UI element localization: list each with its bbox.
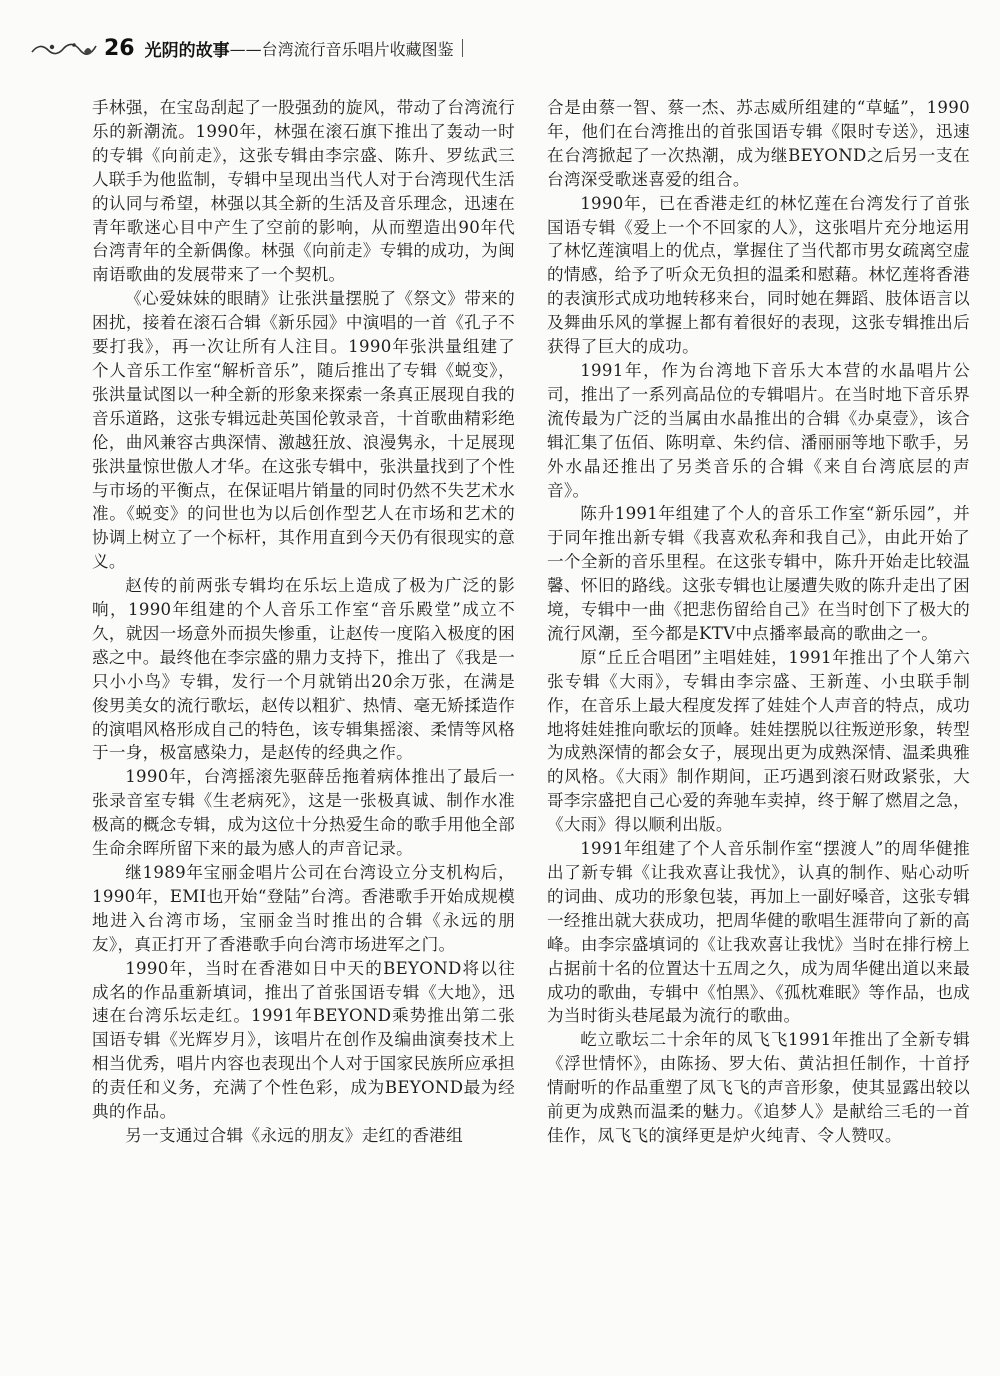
paragraph: 1990年，已在香港走红的林忆莲在台湾发行了首张国语专辑《爱上一个不回家的人》，这张唱片充分地运用了林忆莲演唱上的优点，掌握住了当代都市男女疏离空虚的情感，给予了听众无负担的温柔和慰藉。林忆莲将香港的表演形式成功地转移来台，同时她在舞蹈、肢体语言以及舞曲乐风的掌握上都有着很好的表现，这张专辑推出后获得了巨大的成功。 (547, 193, 970, 357)
paragraph: 继1989年宝丽金唱片公司在台湾设立分支机构后，1990年，EMI也开始“登陆”台湾。香港歌手开始成规模地进入台湾市场，宝丽金当时推出的合辑《永远的朋友》，真正打开了香港歌手向台湾市场进军之门。 (92, 863, 515, 954)
paragraph: 陈升1991年组建了个人的音乐工作室“新乐园”，并于同年推出新专辑《我喜欢私奔和我自己》，由此开始了一个全新的音乐里程。在这张专辑中，陈升开始走比较温馨、怀旧的路线。这张专辑也让屡遭失败的陈升走出了困境，专辑中一曲《把悲伤留给自己》在当时创下了极大的流行风潮，至今都是KTV中点播率最高的歌曲之一。 (547, 504, 970, 643)
right-column (547, 96, 970, 1148)
page-number: 26 (104, 35, 135, 61)
paragraph: 赵传的前两张专辑均在乐坛上造成了极为广泛的影响，1990年组建的个人音乐工作室“音乐殿堂”成立不久，就因一场意外而损失惨重，让赵传一度陷入极度的困惑之中。最终他在李宗盛的鼎力支持下，推出了《我是一只小小鸟》专辑，发行一个月就销出20余万张，在满是俊男美女的流行歌坛，赵传以粗犷、热情、毫无矫揉造作的演唱风格形成自己的特色，该专辑集摇滚、柔情等风格于一身，极富感染力，是赵传的经典之作。 (92, 576, 515, 763)
article-body (92, 96, 970, 1148)
paragraph: 1990年，台湾摇滚先驱薛岳拖着病体推出了最后一张录音室专辑《生老病死》，这是一张极真诚、制作水准极高的概念专辑，成为这位十分热爱生命的歌手用他全部生命余晖所留下来的最为感人的声音记录。 (92, 767, 515, 859)
page-header (30, 30, 970, 66)
paragraph: 原“丘丘合唱团”主唱娃娃，1991年推出了个人第六张专辑《大雨》，专辑由李宗盛、王新莲、小虫联手制作，在音乐上最大程度发挥了娃娃个人声音的特点，成功地将娃娃推向歌坛的顶峰。娃娃摆脱以往叛逆形象，转型为成熟深情的都会女子，展现出更为成熟深情、温柔典雅的风格。《大雨》制作期间，正巧遇到滚石财政紧张，大哥李宗盛把自己心爱的奔驰车卖掉，终于解了燃眉之急，《大雨》得以顺利出版。 (547, 647, 970, 835)
decorative-ornament-icon (30, 38, 100, 58)
paragraph: 1991年组建了个人音乐制作室“摆渡人”的周华健推出了新专辑《让我欢喜让我忧》，认真的制作、贴心动听的词曲、成功的形象包装，再加上一副好嗓音，这张专辑一经推出就大获成功，把周华健的歌唱生涯带向了新的高峰。由李宗盛填词的《让我欢喜让我忧》当时在排行榜上占据前十名的位置达十五周之久，成为周华健出道以来最成功的歌曲，专辑中《怕黑》、《孤枕难眠》等作品，也成为当时街头巷尾最为流行的歌曲。 (547, 839, 970, 1026)
header-divider (462, 39, 463, 57)
paragraph: 屹立歌坛二十余年的凤飞飞1991年推出了全新专辑《浮世情怀》，由陈扬、罗大佑、黄沾担任制作，十首抒情耐听的作品重塑了凤飞飞的声音形象，使其显露出较以前更为成熟而温柔的魅力。《追梦人》是献给三毛的一首佳作，凤飞飞的演绎更是炉火纯青、令人赞叹。 (547, 1030, 970, 1145)
section-subtitle: ——台湾流行音乐唱片收藏图鉴 (229, 39, 454, 59)
paragraph: 1991年，作为台湾地下音乐大本营的水晶唱片公司，推出了一系列高品位的专辑唱片。在当时地下音乐界流传最为广泛的当属由水晶推出的合辑《办桌壹》，该合辑汇集了伍佰、陈明章、朱约信、潘丽丽等地下歌手，另外水晶还推出了另类音乐的合辑《来自台湾底层的声音》。 (547, 360, 970, 500)
paragraph: 另一支通过合辑《永远的朋友》走红的香港组 (125, 1125, 464, 1145)
paragraph: 手林强，在宝岛刮起了一股强劲的旋风，带动了台湾流行乐的新潮流。1990年，林强在滚石旗下推出了轰动一时的专辑《向前走》，这张专辑由李宗盛、陈升、罗纮武三人联手为他监制，专辑中呈现出当代人对于台湾现代生活的认同与希望，林强以其全新的生活及音乐理念，迅速在青年歌迷心目中产生了空前的影响，从而塑造出90年代台湾青年的全新偶像。林强《向前走》专辑的成功，为闽南语歌曲的发展带来了一个契机。 (92, 98, 515, 285)
paragraph: 《心爱妹妹的眼睛》让张洪量摆脱了《祭文》带来的困扰，接着在滚石合辑《新乐园》中演唱的一首《孔子不要打我》，再一次让所有人注目。1990年张洪量组建了个人音乐工作室“解析音乐”，随后推出了专辑《蜕变》，张洪量试图以一种全新的形象来探索一条真正展现自我的音乐道路，这张专辑远赴英国伦敦录音，十首歌曲精彩绝伦，曲风兼容古典深情、激越狂放、浪漫隽永，十足展现张洪量惊世傲人才华。在这张专辑中，张洪量找到了个性与市场的平衡点，在保证唱片销量的同时仍然不失艺术水准。《蜕变》的问世也为以后创作型艺人在市场和艺术的协调上树立了一个标杆，其作用直到今天仍有很现实的意义。 (92, 289, 515, 572)
paragraph: 1990年，当时在香港如日中天的BEYOND将以往成名的作品重新填词，推出了首张国语专辑《大地》，迅速在台湾乐坛走红。1991年BEYOND乘势推出第二张国语专辑《光辉岁月》，该唱片在创作及编曲演奏技术上相当优秀，唱片内容也表现出个人对于国家民族所应承担的责任和义务，充满了个性色彩，成为BEYOND最为经典的作品。 (92, 958, 515, 1122)
section-title: 光阴的故事 (144, 40, 230, 61)
left-column (92, 96, 515, 1148)
paragraph: 合是由蔡一智、蔡一杰、苏志威所组建的“草蜢”，1990年，他们在台湾推出的首张国语专辑《限时专送》，迅速在台湾掀起了一次热潮，成为继BEYOND之后另一支在台湾深受歌迷喜爱的组合。 (547, 98, 970, 189)
